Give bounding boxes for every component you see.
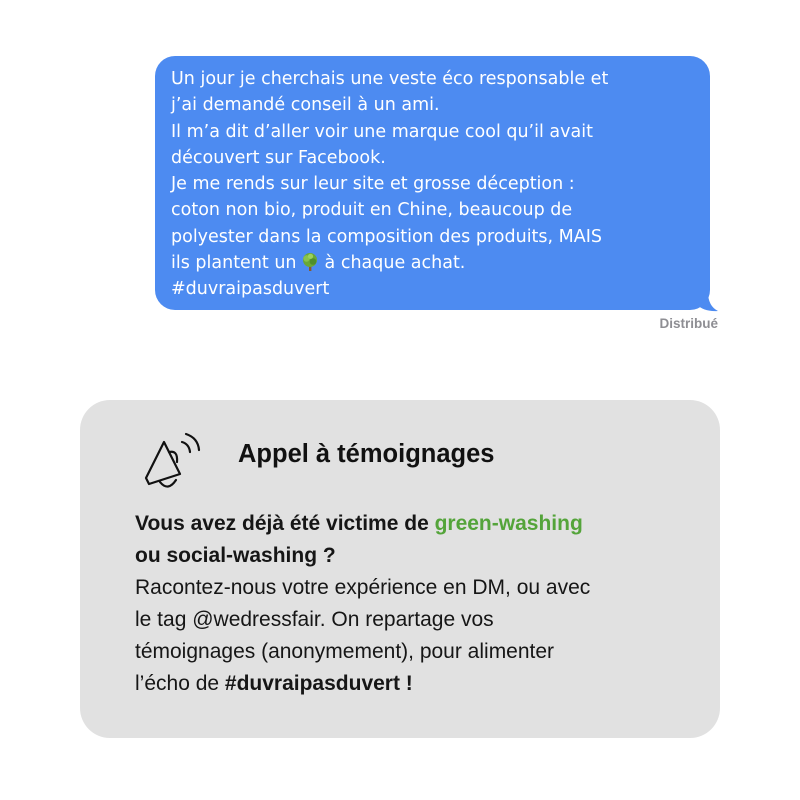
message-text-after-emoji: à chaque achat. bbox=[324, 253, 466, 274]
last-line-prefix: l’écho de bbox=[135, 672, 225, 695]
message-hashtag: #duvraipasduvert bbox=[171, 279, 330, 300]
message-text-before-emoji: ils plantent un bbox=[171, 253, 297, 274]
message-bubble bbox=[155, 56, 710, 310]
message-line-emoji bbox=[171, 250, 694, 276]
message-line: j’ai demandé conseil à un ami. bbox=[171, 95, 440, 116]
body-line: Racontez-nous votre expérience en DM, ou avec bbox=[135, 576, 591, 599]
megaphone-icon bbox=[142, 428, 210, 490]
message-line: Un jour je cherchais une veste éco responsable et bbox=[171, 69, 609, 89]
message-line: découvert sur Facebook. bbox=[171, 147, 386, 168]
body-last-line bbox=[135, 668, 695, 700]
testimony-call-card bbox=[80, 400, 720, 738]
delivery-status: Distribué bbox=[659, 316, 718, 331]
message-line: coton non bio, produit en Chine, beaucoup de bbox=[171, 200, 573, 221]
question-prefix: Vous avez déjà été victime de bbox=[135, 512, 435, 535]
question-line-2: ou social-washing ? bbox=[135, 544, 336, 567]
hashtag-link: #duvraipasduvert ! bbox=[224, 672, 413, 695]
message-line: polyester dans la composition des produits, MAIS bbox=[171, 226, 602, 247]
bubble-tail bbox=[696, 292, 718, 312]
body-line: le tag @wedressfair. On repartage vos bbox=[135, 608, 494, 631]
message-line: Je me rends sur leur site et grosse déception : bbox=[171, 174, 575, 195]
deciduous-tree-icon bbox=[300, 252, 320, 272]
card-title: Appel à témoignages bbox=[238, 440, 495, 468]
question-highlight: green-washing bbox=[434, 512, 583, 535]
card-body bbox=[135, 508, 695, 700]
message-line: Il m’a dit d’aller voir une marque cool qu’il avait bbox=[171, 121, 593, 142]
question-line bbox=[135, 508, 695, 540]
body-line: témoignages (anonymement), pour alimenter bbox=[135, 640, 555, 663]
